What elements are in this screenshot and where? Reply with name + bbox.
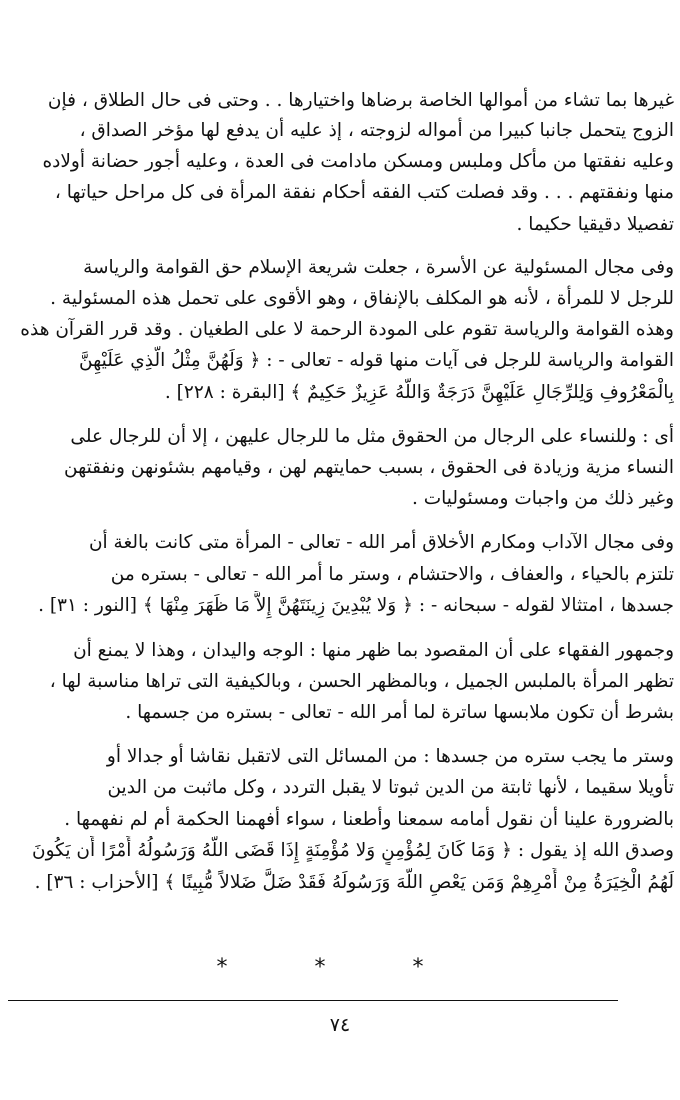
text-line: تفصيلا دقيقيا حكيما . [516, 214, 674, 235]
text-line: القوامة والرياسة للرجل فى آيات منها قوله - تعالى - : ﴿ وَلَهُنَّ مِثْلُ الَّذِي عَلَيْهِنَّ [79, 350, 674, 371]
text-line: بالضرورة علينا أن نقول أمامه سمعنا وأطعنا ، سواء أفهمنا الحكمة أم لم نفهمها . [64, 809, 674, 830]
text-line: وهذه القوامة والرياسة تقوم على المودة الرحمة لا على الطغيان . وقد قرر القرآن هذه [20, 319, 674, 340]
text-line: للرجل لا للمرأة ، لأنه هو المكلف بالإنفاق ، وهو الأقوى على تحمل هذه المسئولية . [50, 288, 674, 309]
quran-verse-line: بِالْمَعْرُوفِ وَلِلرِّجَالِ عَلَيْهِنَّ دَرَجَةٌ وَاللَّهُ عَزِيزٌ حَكِيمٌ ﴾ [البقرة : ٢٢٨] . [164, 382, 674, 403]
page-number: ٧٤ [329, 1014, 351, 1036]
text-line: تأويلا سقيما ، لأنها ثابتة من الدين ثبوتا لا يقبل التردد ، وكل ماثبت من الدين [107, 777, 674, 798]
quran-verse-line: وصدق الله إذ يقول : ﴿ وَمَا كَانَ لِمُؤْمِنٍ وَلا مُؤْمِنَةٍ إِذَا قَضَى اللَّهُ وَرَسُولُهُ أَمْرًا أَن يَكُونَ [32, 840, 674, 861]
footer-divider [8, 1000, 618, 1001]
text-line: وعليه نفقتها من مأكل وملبس ومسكن مادامت فى العدة ، وعليه أجور حضانة أولاده [42, 151, 674, 172]
text-line: وفى مجال المسئولية عن الأسرة ، جعلت شريعة الإسلام حق القوامة والرياسة [83, 257, 674, 278]
text-line: وغير ذلك من واجبات ومسئوليات . [411, 488, 674, 509]
quran-verse-line: لَهُمُ الْخِيَرَةُ مِنْ أَمْرِهِمْ وَمَن يَعْصِ اللَّهَ وَرَسُولَهُ فَقَدْ ضَلَّ ضَلالاً مُّبِينًا ﴾ [الأحزاب : ٣٦] . [34, 872, 674, 893]
text-line: بشرط أن تكون ملابسها ساترة لما أمر الله - تعالى - بستره من جسمها . [125, 702, 674, 723]
text-line: وفى مجال الآداب ومكارم الأخلاق أمر الله - تعالى - المرأة متى كانت بالغة أن [88, 532, 674, 553]
text-line: تظهر المرأة بالملبس الجميل ، وبالمظهر الحسن ، وبالكيفية التى تراها مناسبة لها ، [49, 671, 674, 692]
text-line: تلتزم بالحياء ، والعفاف ، والاحتشام ، وستر ما أمر الله - تعالى - بستره من [110, 564, 674, 585]
text-line: وستر ما يجب ستره من جسدها : من المسائل التى لاتقبل نقاشا أو جدالا أو [106, 746, 674, 767]
section-separator: * * * [216, 955, 464, 980]
text-line: غيرها بما تشاء من أموالها الخاصة برضاها واختيارها . . وحتى فى حال الطلاق ، فإن [47, 90, 674, 111]
text-line: النساء مزية وزيادة فى الحقوق ، بسبب حمايتهم لهن ، وقيامهم بشئونهن ونفقتهن [63, 457, 674, 478]
text-line: منها ونفقتهم . . . وقد فصلت كتب الفقه أحكام نفقة المرأة فى كل مراحل حياتها ، [54, 182, 674, 203]
text-line: الزوج يتحمل جانبا كبيرا من أمواله لزوجته ، إذ عليه أن يدفع لها مؤخر الصداق ، [79, 120, 674, 141]
text-line: وجمهور الفقهاء على أن المقصود بما ظهر منها : الوجه واليدان ، وهذا لا يمنع أن [73, 640, 674, 661]
quran-verse-line: جسدها ، امتثالا لقوله - سبحانه - : ﴿ وَلا يُبْدِينَ زِينَتَهُنَّ إِلاَّ مَا ظَهَرَ مِنْهَا ﴾ [النور : ٣١] . [38, 595, 674, 616]
text-line: أى : وللنساء على الرجال من الحقوق مثل ما للرجال عليهن ، إلا أن للرجال على [70, 426, 674, 447]
